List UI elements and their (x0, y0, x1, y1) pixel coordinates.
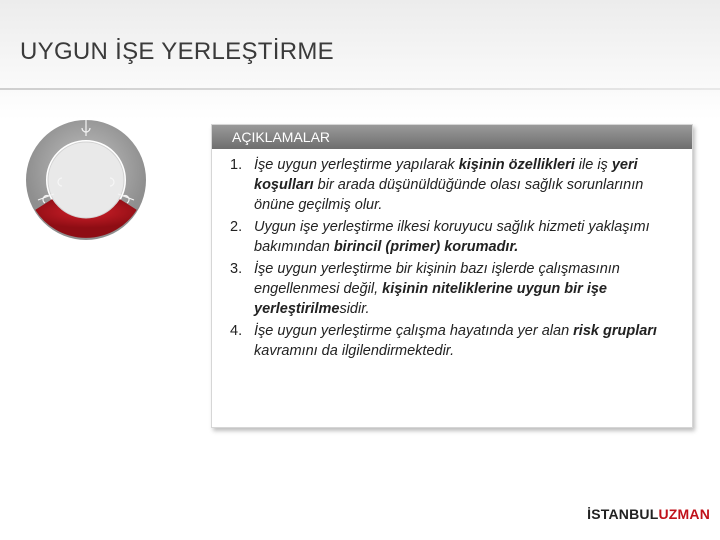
item-text: İşe uygun yerleştirme bir kişinin bazı işlerde çalışmasının engellenmesi değil, (254, 261, 620, 297)
list-item (230, 155, 680, 215)
brand-part-1: İSTANBUL (587, 506, 659, 522)
explanations-panel (211, 124, 693, 428)
slide-title: UYGUN İŞE YERLEŞTİRME (20, 38, 334, 65)
emphasis-text: kişinin niteliklerine uygun bir işe yerleştirilme (254, 281, 607, 317)
list-item-number: 4. (230, 323, 243, 339)
list-item (230, 321, 680, 361)
emphasis-text: yeri koşulları (254, 157, 638, 193)
emphasis-text: kişinin özellikleri (458, 157, 575, 173)
list-item-number: 2. (230, 219, 243, 235)
list-item-number: 1. (230, 157, 243, 173)
explanations-list (230, 155, 680, 361)
item-text: kavramını da ilgilendirmektedir. (254, 343, 455, 359)
brand-logo-text (587, 506, 710, 522)
emphasis-text: birincil (primer) korumadır. (333, 239, 519, 255)
panel-header: AÇIKLAMALAR (212, 125, 692, 149)
item-text: ile iş (574, 157, 612, 173)
list-item-number: 3. (230, 261, 243, 277)
ring-inner (48, 142, 124, 218)
list-item (230, 217, 680, 257)
item-text: Uygun işe yerleştirme ilkesi koruyucu sağlık hizmeti yaklaşımı bakımından (254, 219, 650, 255)
list-item (230, 259, 680, 319)
emphasis-text: risk grupları (573, 323, 657, 339)
item-text: bir arada düşünüldüğünde olası sağlık sorunlarının önüne geçilmiş olur. (254, 177, 644, 213)
brand-part-2: UZMAN (658, 506, 710, 522)
title-divider (0, 88, 720, 90)
item-text: sidir. (339, 301, 370, 317)
puzzle-ring-graphic (24, 118, 148, 242)
item-text: İşe uygun yerleştirme çalışma hayatında yer alan (254, 323, 574, 339)
item-text: İşe uygun yerleştirme yapılarak (254, 157, 459, 173)
